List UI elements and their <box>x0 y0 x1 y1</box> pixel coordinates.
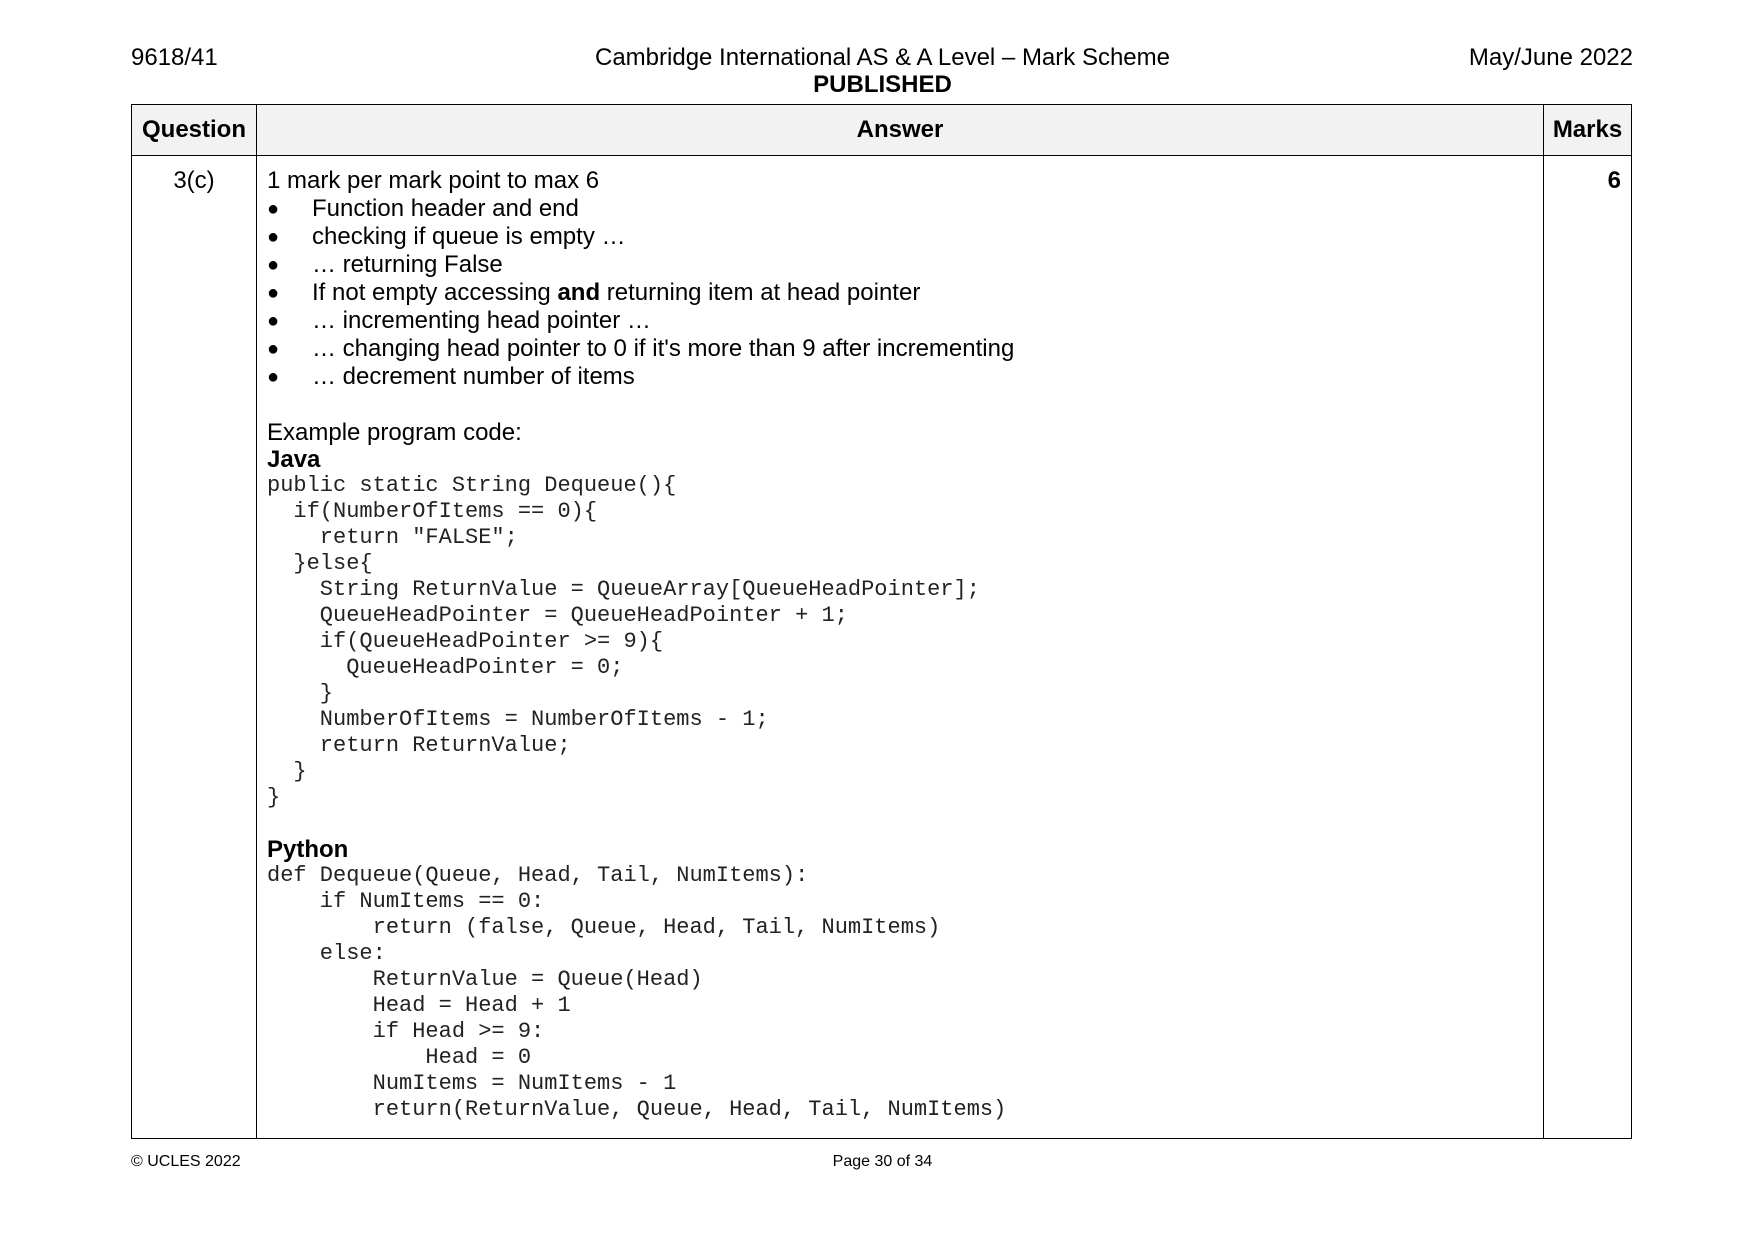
table-row <box>132 156 1632 1139</box>
question-column-header: Question <box>132 105 257 156</box>
marks-column-header: Marks <box>1544 105 1632 156</box>
answer-column-header: Answer <box>257 105 1544 156</box>
bullet-icon: ● <box>267 338 280 360</box>
mark-point: ● … changing head pointer to 0 if it's more than 9 after incrementing <box>267 335 1015 362</box>
mark-points-list <box>267 195 1533 391</box>
mark-intro: 1 mark per mark point to max 6 <box>267 167 600 194</box>
marks-value: 6 <box>1544 156 1632 1139</box>
copyright: © UCLES 2022 <box>131 1153 241 1170</box>
table-header-row <box>132 105 1632 156</box>
bullet-icon: ● <box>267 310 280 332</box>
python-heading: Python <box>267 836 349 863</box>
bullet-icon: ● <box>267 198 280 220</box>
exam-session: May/June 2022 <box>1468 44 1633 71</box>
published-label: PUBLISHED <box>813 71 952 98</box>
bullet-icon: ● <box>267 282 280 304</box>
bullet-icon: ● <box>267 366 280 388</box>
mark-point: ● … decrement number of items <box>267 363 635 390</box>
python-code: def Dequeue(Queue, Head, Tail, NumItems): if NumItems == 0: return (false, Queue, Head, Tail, NumItems) else: ReturnValue = Queue(Head) Head = Head + 1 if Head >= 9: Head = 0 NumItems = NumItems - 1 return(ReturnValue, Queue, Head, Tail, NumItems) <box>267 863 1007 1122</box>
java-heading: Java <box>267 446 321 473</box>
emphasis-and: and <box>557 279 601 306</box>
title-text: Cambridge International AS & A Level – Mark Scheme <box>595 44 1170 71</box>
mark-point: ● … returning False <box>267 251 503 278</box>
mark-point: ● … incrementing head pointer … <box>267 307 651 334</box>
page-number: Page 30 of 34 <box>832 1153 933 1170</box>
paper-code: 9618/41 <box>131 44 218 71</box>
answer-cell <box>257 156 1544 1139</box>
bullet-icon: ● <box>267 254 280 276</box>
example-code-label: Example program code: <box>267 419 522 446</box>
mark-scheme-table <box>131 104 1632 1139</box>
mark-point: ● If not empty accessing and returning item at head pointer <box>267 279 921 306</box>
mark-point: ● Function header and end <box>267 195 579 222</box>
question-number: 3(c) <box>132 156 257 1139</box>
bullet-icon: ● <box>267 226 280 248</box>
mark-point: ● checking if queue is empty … <box>267 223 626 250</box>
java-code: public static String Dequeue(){ if(NumberOfItems == 0){ return "FALSE"; }else{ String ReturnValue = QueueArray[QueueHeadPointer]; QueueHeadPointer = QueueHeadPointer + 1; if(QueueHeadPointer >= 9){ QueueHeadPointer = 0; } NumberOfItems = NumberOfItems - 1; return ReturnValue; } } <box>267 473 980 810</box>
